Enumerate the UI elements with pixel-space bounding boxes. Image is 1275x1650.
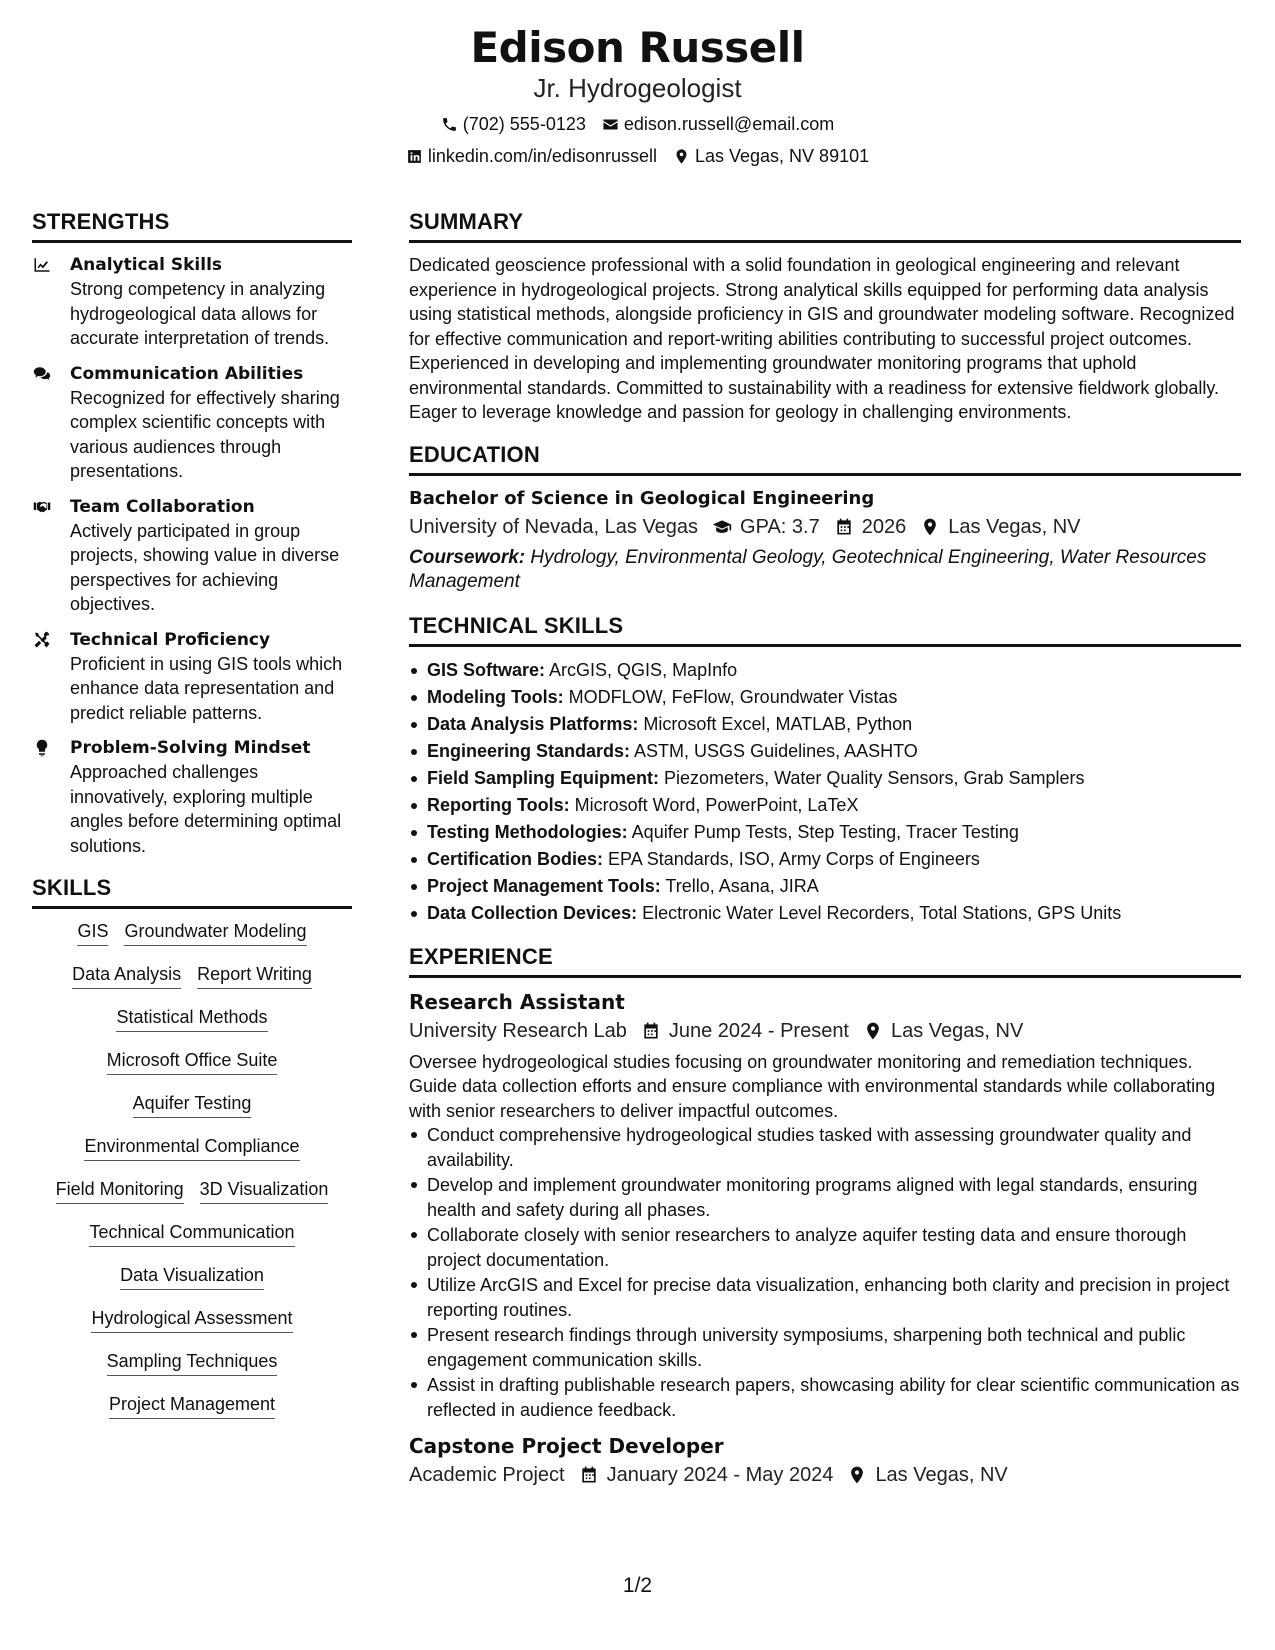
calendar-icon: [579, 1465, 599, 1485]
linkedin-icon: [406, 148, 423, 165]
tech-skill-value: Piezometers, Water Quality Sensors, Grab Samplers: [664, 767, 1085, 788]
coursework-text: Hydrology, Environmental Geology, Geotechnical Engineering, Water Resources Management: [409, 546, 1207, 592]
skill-tag: Groundwater Modeling: [124, 919, 306, 946]
linkedin-text[interactable]: linkedin.com/in/edisonrussell: [427, 146, 657, 166]
location-text: Las Vegas, NV 89101: [694, 146, 870, 166]
skill-tag: Technical Communication: [89, 1220, 294, 1247]
calendar-icon: [641, 1021, 661, 1041]
list-item: [409, 819, 1241, 846]
skill-tag: Data Analysis: [72, 962, 181, 989]
lightbulb-icon: [32, 739, 52, 757]
job-meta: [409, 1460, 1241, 1490]
page-number: 1/2: [622, 1574, 653, 1597]
strength-item: [32, 736, 352, 858]
tools-icon: [32, 631, 52, 649]
list-item: [409, 792, 1241, 819]
tech-skill-label: Project Management Tools:: [427, 875, 661, 896]
tech-skill-value: ASTM, USGS Guidelines, AASHTO: [634, 740, 918, 761]
skills-list: [32, 919, 352, 1419]
contact-location: [673, 144, 869, 168]
handshake-icon: [32, 498, 52, 516]
list-item: Utilize ArcGIS and Excel for precise data visualization, enhancing both clarity and precision in project reporting routines.: [409, 1273, 1241, 1322]
strength-item: [32, 253, 352, 351]
list-item: [409, 657, 1241, 684]
map-marker-icon: [920, 517, 940, 537]
strength-desc: Actively participated in group projects, showing value in diverse perspectives for achieving objectives.: [70, 520, 340, 614]
list-item: Conduct comprehensive hydrogeological studies tasked with assessing groundwater quality and availability.: [409, 1123, 1241, 1172]
summary-text: Dedicated geoscience professional with a solid foundation in geological engineering and relevant experience in hydrogeological projects. Strong analytical skills equipped for performing data analysis using statistical methods, alongside proficiency in GIS and groundwater modeling software. Recognized for effective communication and report-writing abilities contributing to successful project outcomes. Experienced in developing and implementing groundwater monitoring programs that uphold environmental standards. Committed to sustainability with a readiness for extensive fieldwork globally. Eager to leverage knowledge and passion for geology in challenging environments.: [409, 255, 1235, 422]
job-dates: January 2024 - May 2024: [606, 1464, 834, 1486]
strengths-heading: STRENGTHS: [32, 208, 352, 243]
job-title-heading: Jr. Hydrogeologist: [533, 73, 742, 103]
strength-item: [32, 495, 352, 617]
strength-item: [32, 362, 352, 484]
right-column: [409, 208, 1241, 1490]
job-summary: Oversee hydrogeological studies focusing on groundwater monitoring and remediation techniques. Guide data collection efforts and ensure compliance with environmental standards while collaborating with senior researchers to deliver impactful outcomes.: [409, 1051, 1216, 1121]
left-column: [32, 208, 352, 1435]
education-meta: [409, 512, 1241, 542]
contact-row-1: [0, 112, 1275, 136]
tech-skill-label: GIS Software:: [427, 659, 546, 680]
education-heading: EDUCATION: [409, 441, 1241, 476]
tech-skill-label: Engineering Standards:: [427, 740, 631, 761]
list-item: [409, 738, 1241, 765]
envelope-icon: [602, 116, 619, 133]
map-marker-icon: [863, 1021, 883, 1041]
job-bullets: [409, 1123, 1241, 1422]
email-text[interactable]: edison.russell@email.com: [623, 114, 835, 134]
list-item: [409, 900, 1241, 927]
summary-heading: SUMMARY: [409, 208, 1241, 243]
job-location: Las Vegas, NV: [875, 1464, 1008, 1486]
tech-skill-label: Reporting Tools:: [427, 794, 570, 815]
experience-heading: EXPERIENCE: [409, 943, 1241, 978]
strength-desc: Strong competency in analyzing hydrogeological data allows for accurate interpretation of trends.: [70, 279, 330, 348]
list-item: Assist in drafting publishable research papers, showcasing ability for clear scientific communication as reflected in audience feedback.: [409, 1373, 1241, 1422]
list-item: Develop and implement groundwater monitoring programs aligned with legal standards, ensuring health and safety during all phases.: [409, 1173, 1241, 1222]
skill-tag: Report Writing: [197, 962, 312, 989]
job-location: Las Vegas, NV: [891, 1019, 1024, 1042]
coursework: [409, 546, 1241, 594]
technical-skills-list: [409, 657, 1241, 927]
skill-tag: 3D Visualization: [200, 1177, 329, 1204]
chart-line-icon: [32, 256, 52, 274]
strength-title: Problem-Solving Mindset: [70, 738, 311, 758]
gpa-text: GPA: 3.7: [740, 515, 820, 538]
tech-skill-value: EPA Standards, ISO, Army Corps of Engineers: [608, 848, 980, 869]
technical-skills-heading: TECHNICAL SKILLS: [409, 612, 1241, 647]
coursework-label: Coursework:: [409, 546, 526, 568]
map-marker-icon: [673, 148, 690, 165]
tech-skill-value: ArcGIS, QGIS, MapInfo: [549, 659, 738, 680]
skill-tag: Data Visualization: [120, 1263, 264, 1290]
tech-skill-label: Data Analysis Platforms:: [427, 713, 639, 734]
phone-icon: [441, 116, 458, 133]
tech-skill-label: Certification Bodies:: [427, 848, 604, 869]
tech-skill-value: Microsoft Word, PowerPoint, LaTeX: [574, 794, 859, 815]
grad-year: 2026: [861, 515, 907, 538]
school-location: Las Vegas, NV: [948, 515, 1081, 538]
contact-linkedin[interactable]: [406, 144, 657, 168]
job-org: University Research Lab: [409, 1019, 627, 1042]
skill-tag: Aquifer Testing: [133, 1091, 252, 1118]
strength-item: [32, 628, 352, 726]
strength-title: Analytical Skills: [70, 255, 223, 275]
strength-desc: Proficient in using GIS tools which enhance data representation and predict reliable patterns.: [70, 653, 343, 723]
contact-phone: [441, 112, 586, 136]
graduation-cap-icon: [712, 517, 732, 537]
list-item: [409, 684, 1241, 711]
skill-tag: Field Monitoring: [56, 1177, 184, 1204]
skill-tag: Environmental Compliance: [84, 1134, 299, 1161]
list-item: [409, 711, 1241, 738]
contact-row-2: [0, 144, 1275, 168]
skills-heading: SKILLS: [32, 874, 352, 909]
tech-skill-value: MODFLOW, FeFlow, Groundwater Vistas: [568, 686, 898, 707]
list-item: Collaborate closely with senior researchers to analyze aquifer testing data and ensure thorough project documentation.: [409, 1223, 1241, 1272]
list-item: [409, 873, 1241, 900]
tech-skill-value: Trello, Asana, JIRA: [665, 875, 819, 896]
strength-desc: Approached challenges innovatively, exploring multiple angles before determining optimal solutions.: [70, 762, 342, 856]
skill-tag: Hydrological Assessment: [91, 1306, 292, 1333]
tech-skill-value: Microsoft Excel, MATLAB, Python: [643, 713, 913, 734]
school-name: University of Nevada, Las Vegas: [409, 515, 699, 538]
tech-skill-label: Field Sampling Equipment:: [427, 767, 660, 788]
tech-skill-value: Electronic Water Level Recorders, Total Stations, GPS Units: [642, 902, 1122, 923]
skill-tag: Sampling Techniques: [107, 1349, 278, 1376]
strength-title: Communication Abilities: [70, 363, 304, 384]
candidate-name: Edison Russell: [470, 23, 805, 72]
job-meta: [409, 1016, 1241, 1046]
strength-desc: Recognized for effectively sharing complex scientific concepts with various audiences through presentations.: [70, 387, 340, 481]
job-org: Academic Project: [409, 1464, 565, 1486]
phone-text: (702) 555-0123: [462, 114, 586, 134]
comments-icon: [32, 365, 52, 383]
tech-skill-value: Aquifer Pump Tests, Step Testing, Tracer Testing: [631, 821, 1019, 842]
list-item: [409, 846, 1241, 873]
tech-skill-label: Testing Methodologies:: [427, 821, 628, 842]
strength-title: Technical Proficiency: [70, 629, 271, 650]
job-dates: June 2024 - Present: [668, 1019, 849, 1042]
skill-tag: Statistical Methods: [116, 1005, 267, 1032]
job-title: Capstone Project Developer: [409, 1434, 724, 1458]
skill-tag: GIS: [77, 919, 108, 946]
strength-title: Team Collaboration: [70, 496, 255, 517]
tech-skill-label: Data Collection Devices:: [427, 902, 638, 923]
degree-title: Bachelor of Science in Geological Engineering: [409, 487, 875, 509]
list-item: Present research findings through university symposiums, sharpening both technical and public engagement communication skills.: [409, 1323, 1241, 1372]
contact-email[interactable]: [602, 112, 834, 136]
calendar-icon: [834, 517, 854, 537]
map-marker-icon: [847, 1465, 867, 1485]
tech-skill-label: Modeling Tools:: [427, 686, 564, 707]
skill-tag: Microsoft Office Suite: [107, 1048, 278, 1075]
skill-tag: Project Management: [109, 1392, 275, 1419]
job-title: Research Assistant: [409, 989, 625, 1014]
list-item: [409, 765, 1241, 792]
resume-header: [0, 22, 1275, 168]
